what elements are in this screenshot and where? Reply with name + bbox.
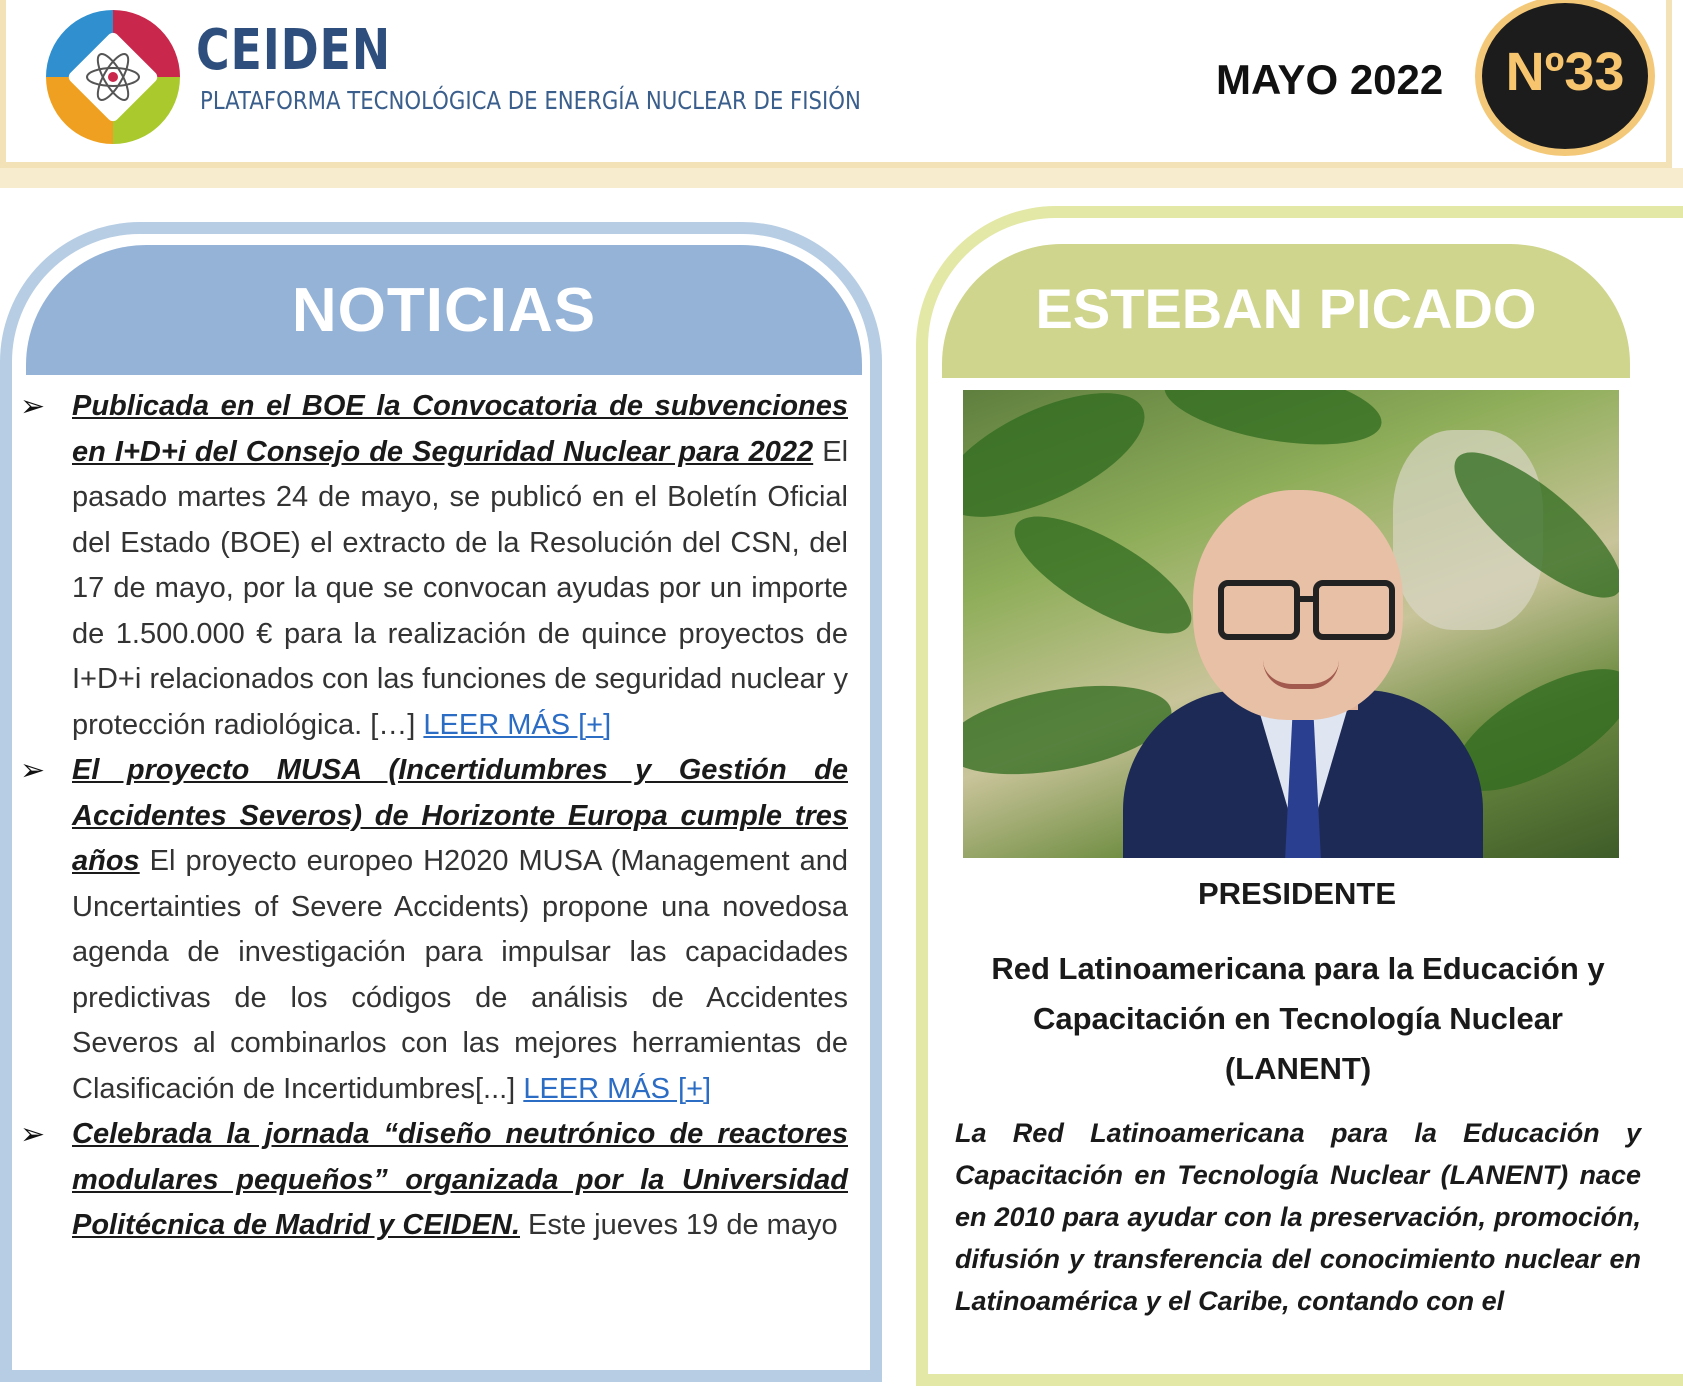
news-text-2-before: El proyecto europeo H2020 MUSA ( (139, 845, 621, 877)
news-text-1: El pasado martes 24 de mayo, se publicó en el Boletín Oficial del Estado (BOE) el extracto de la Resolución del CSN, del 17 de mayo, por la que se convocan ayudas por un importe de 1.500.000 € para la realización de quince proyectos de I+D+i relacionados con las funciones de seguridad nuclear y protección radiológica. […] (72, 435, 849, 741)
news-item-2 (20, 748, 848, 1112)
ceiden-logo (46, 10, 180, 144)
issue-number-badge (1475, 0, 1655, 156)
arrowhead-bullet-icon: ➢ (20, 754, 46, 787)
news-headline-2[interactable]: El proyecto MUSA (Incertidumbres y Gestión de Accidentes Severos) de Horizonte Europa cumple tres años (72, 754, 848, 877)
issue-number: Nº33 (1505, 42, 1625, 102)
news-headline-3[interactable]: Celebrada la jornada “diseño neutrónico de reactores modulares pequeños” organizada por la Universidad Politécnica de Madrid y CEIDEN. (72, 1118, 848, 1241)
news-item-3 (20, 1112, 848, 1249)
atom-icon (83, 47, 143, 107)
profile-section-header (942, 244, 1630, 378)
read-more-link-1[interactable]: LEER MÁS [+] (423, 708, 612, 741)
arrowhead-bullet-icon: ➢ (20, 390, 46, 423)
arrowhead-bullet-icon: ➢ (20, 1118, 46, 1151)
profile-organization: Red Latinoamericana para la Educación y Capacitación en Tecnología Nuclear (LANENT) (991, 951, 1605, 1086)
news-list (20, 384, 848, 1249)
org-name: CEIDEN (196, 18, 391, 83)
profile-name: ESTEBAN PICADO (1035, 277, 1537, 340)
news-section-title: NOTICIAS (291, 276, 597, 345)
profile-description: La Red Latinoamericana para la Educación y Capacitación en Tecnología Nuclear (LANENT) nace en 2010 para ayudar con la preservación, promoción, difusión y transferencia del conocimiento nuclear en Latinoamérica y el Caribe, contando con el (955, 1118, 1641, 1316)
header-divider-band (0, 168, 1683, 188)
issue-date: MAYO 2022 (1216, 56, 1444, 103)
profile-photo (963, 390, 1619, 858)
news-headline-1[interactable]: Publicada en el BOE la Convocatoria de subvenciones en I+D+i del Consejo de Seguridad Nuclear para 2022 (72, 390, 848, 468)
profile-role: PRESIDENTE (1197, 876, 1397, 911)
news-text-2-italic: Management and Uncertainties of Severe Accidents (72, 845, 848, 923)
news-text-3: Este jueves 19 de mayo (520, 1209, 838, 1241)
newsletter-header (0, 0, 1672, 168)
news-text-2-after: ) propone una novedosa agenda de investigación para impulsar las capacidades predictivas de los códigos de análisis de Accidentes Severos al combinarlos con las mejores herramientas de Clasificación de Incertidumbres[...] (72, 890, 848, 1105)
org-subtitle: PLATAFORMA TECNOLÓGICA DE ENERGÍA NUCLEAR DE FISIÓN (200, 86, 861, 115)
read-more-link-2[interactable]: LEER MÁS [+] (523, 1072, 712, 1105)
news-section-header (26, 245, 862, 375)
news-item-1 (20, 384, 848, 748)
